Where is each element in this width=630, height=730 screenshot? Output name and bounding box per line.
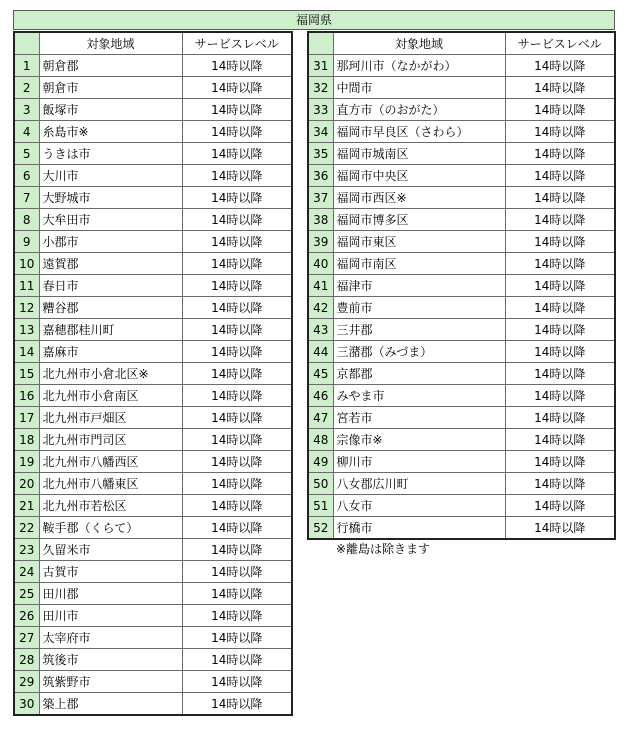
area-name: 北九州市門司区	[39, 429, 182, 451]
number-header	[308, 32, 333, 55]
area-name: 田川市	[39, 605, 182, 627]
table-row	[14, 693, 292, 716]
table-row	[14, 165, 292, 187]
table-row	[14, 99, 292, 121]
table-row	[308, 99, 615, 121]
area-name: 福岡市東区	[333, 231, 505, 253]
area-name: 行橋市	[333, 517, 505, 540]
table-row	[14, 605, 292, 627]
area-name: 久留米市	[39, 539, 182, 561]
table-row	[308, 275, 615, 297]
table-row	[308, 165, 615, 187]
area-name: うきは市	[39, 143, 182, 165]
row-number: 29	[14, 671, 39, 693]
row-number: 3	[14, 99, 39, 121]
service-level: 14時以降	[182, 143, 292, 165]
service-level: 14時以降	[182, 473, 292, 495]
area-name: 宮若市	[333, 407, 505, 429]
row-number: 8	[14, 209, 39, 231]
table-row	[14, 451, 292, 473]
row-number: 6	[14, 165, 39, 187]
table-row	[308, 495, 615, 517]
service-level: 14時以降	[505, 187, 615, 209]
row-number: 30	[14, 693, 39, 716]
service-level: 14時以降	[505, 143, 615, 165]
table-row	[14, 561, 292, 583]
area-name: 北九州市小倉南区	[39, 385, 182, 407]
row-number: 13	[14, 319, 39, 341]
area-name: 八女郡広川町	[333, 473, 505, 495]
table-row	[14, 77, 292, 99]
row-number: 16	[14, 385, 39, 407]
row-number: 47	[308, 407, 333, 429]
area-name: 福岡市南区	[333, 253, 505, 275]
table-row	[14, 627, 292, 649]
table-row	[308, 121, 615, 143]
service-level: 14時以降	[182, 209, 292, 231]
area-name: 直方市（のおがた）	[333, 99, 505, 121]
row-number: 33	[308, 99, 333, 121]
service-level: 14時以降	[182, 583, 292, 605]
service-level: 14時以降	[505, 275, 615, 297]
row-number: 43	[308, 319, 333, 341]
service-level: 14時以降	[182, 561, 292, 583]
number-header	[14, 32, 39, 55]
row-number: 31	[308, 55, 333, 77]
area-name: 八女市	[333, 495, 505, 517]
table-row	[308, 319, 615, 341]
row-number: 12	[14, 297, 39, 319]
prefecture-title: 福岡県	[13, 10, 615, 30]
area-name: 北九州市戸畑区	[39, 407, 182, 429]
area-name: 北九州市小倉北区※	[39, 363, 182, 385]
service-level: 14時以降	[505, 495, 615, 517]
area-name: 糸島市※	[39, 121, 182, 143]
row-number: 35	[308, 143, 333, 165]
row-number: 7	[14, 187, 39, 209]
service-level: 14時以降	[505, 341, 615, 363]
row-number: 50	[308, 473, 333, 495]
area-name: 北九州市八幡東区	[39, 473, 182, 495]
area-name: 小郡市	[39, 231, 182, 253]
table-row	[14, 187, 292, 209]
row-number: 52	[308, 517, 333, 540]
row-number: 21	[14, 495, 39, 517]
service-level: 14時以降	[182, 99, 292, 121]
service-level: 14時以降	[505, 121, 615, 143]
row-number: 20	[14, 473, 39, 495]
area-name: 朝倉郡	[39, 55, 182, 77]
area-name: 遠賀郡	[39, 253, 182, 275]
service-level: 14時以降	[505, 209, 615, 231]
table-row	[308, 297, 615, 319]
table-row	[14, 429, 292, 451]
area-table-left	[13, 31, 293, 716]
row-number: 44	[308, 341, 333, 363]
row-number: 36	[308, 165, 333, 187]
row-number: 5	[14, 143, 39, 165]
row-number: 39	[308, 231, 333, 253]
table-row	[14, 495, 292, 517]
area-name: 福津市	[333, 275, 505, 297]
level-header: サービスレベル	[505, 32, 615, 55]
row-number: 40	[308, 253, 333, 275]
table-row	[14, 275, 292, 297]
row-number: 34	[308, 121, 333, 143]
area-table-right	[307, 31, 616, 540]
table-row	[308, 55, 615, 77]
service-level: 14時以降	[182, 341, 292, 363]
area-name: 糟谷郡	[39, 297, 182, 319]
table-header-row	[14, 32, 292, 55]
row-number: 32	[308, 77, 333, 99]
row-number: 19	[14, 451, 39, 473]
row-number: 22	[14, 517, 39, 539]
table-row	[14, 297, 292, 319]
row-number: 2	[14, 77, 39, 99]
row-number: 9	[14, 231, 39, 253]
row-number: 49	[308, 451, 333, 473]
table-row	[14, 583, 292, 605]
service-level: 14時以降	[505, 429, 615, 451]
area-name: 宗像市※	[333, 429, 505, 451]
area-name: 嘉麻市	[39, 341, 182, 363]
table-row	[14, 121, 292, 143]
service-level: 14時以降	[182, 385, 292, 407]
service-level: 14時以降	[182, 605, 292, 627]
service-level: 14時以降	[505, 407, 615, 429]
row-number: 10	[14, 253, 39, 275]
row-number: 23	[14, 539, 39, 561]
service-level: 14時以降	[182, 407, 292, 429]
row-number: 51	[308, 495, 333, 517]
row-number: 37	[308, 187, 333, 209]
area-name: 三潴郡（みづま）	[333, 341, 505, 363]
area-header: 対象地域	[333, 32, 505, 55]
area-name: 北九州市若松区	[39, 495, 182, 517]
table-row	[14, 517, 292, 539]
area-name: 大牟田市	[39, 209, 182, 231]
row-number: 25	[14, 583, 39, 605]
row-number: 11	[14, 275, 39, 297]
table-row	[14, 55, 292, 77]
service-level: 14時以降	[505, 385, 615, 407]
table-row	[308, 363, 615, 385]
table-row	[14, 231, 292, 253]
row-number: 18	[14, 429, 39, 451]
service-level: 14時以降	[182, 55, 292, 77]
table-row	[308, 231, 615, 253]
service-level: 14時以降	[182, 275, 292, 297]
service-level: 14時以降	[182, 451, 292, 473]
area-name: 三井郡	[333, 319, 505, 341]
table-row	[14, 671, 292, 693]
table-row	[308, 407, 615, 429]
row-number: 24	[14, 561, 39, 583]
table-row	[14, 363, 292, 385]
table-row	[14, 253, 292, 275]
service-level: 14時以降	[182, 539, 292, 561]
service-level: 14時以降	[505, 297, 615, 319]
area-name: 京都郡	[333, 363, 505, 385]
service-level: 14時以降	[182, 121, 292, 143]
service-level: 14時以降	[505, 363, 615, 385]
area-name: 福岡市城南区	[333, 143, 505, 165]
service-level: 14時以降	[505, 99, 615, 121]
area-name: 鞍手郡（くらて）	[39, 517, 182, 539]
area-name: 柳川市	[333, 451, 505, 473]
row-number: 17	[14, 407, 39, 429]
table-row	[308, 451, 615, 473]
service-level: 14時以降	[505, 55, 615, 77]
table-row	[308, 209, 615, 231]
area-name: 福岡市西区※	[333, 187, 505, 209]
area-name: 福岡市早良区（さわら）	[333, 121, 505, 143]
service-level: 14時以降	[182, 627, 292, 649]
service-level: 14時以降	[182, 231, 292, 253]
area-name: 大川市	[39, 165, 182, 187]
row-number: 4	[14, 121, 39, 143]
row-number: 27	[14, 627, 39, 649]
area-name: 福岡市博多区	[333, 209, 505, 231]
row-number: 41	[308, 275, 333, 297]
row-number: 14	[14, 341, 39, 363]
table-row	[14, 385, 292, 407]
table-row	[308, 143, 615, 165]
service-level: 14時以降	[182, 319, 292, 341]
row-number: 42	[308, 297, 333, 319]
row-number: 28	[14, 649, 39, 671]
row-number: 38	[308, 209, 333, 231]
level-header: サービスレベル	[182, 32, 292, 55]
area-name: 朝倉市	[39, 77, 182, 99]
service-level: 14時以降	[182, 693, 292, 716]
service-level: 14時以降	[182, 517, 292, 539]
table-row	[308, 473, 615, 495]
area-name: みやま市	[333, 385, 505, 407]
row-number: 45	[308, 363, 333, 385]
service-level: 14時以降	[182, 671, 292, 693]
service-level: 14時以降	[505, 165, 615, 187]
service-level: 14時以降	[182, 429, 292, 451]
area-name: 飯塚市	[39, 99, 182, 121]
service-level: 14時以降	[505, 451, 615, 473]
service-level: 14時以降	[505, 473, 615, 495]
table-row	[14, 341, 292, 363]
table-row	[14, 209, 292, 231]
area-name: 築上郡	[39, 693, 182, 716]
table-row	[14, 649, 292, 671]
table-row	[308, 253, 615, 275]
area-name: 古賀市	[39, 561, 182, 583]
row-number: 46	[308, 385, 333, 407]
area-name: 春日市	[39, 275, 182, 297]
area-name: 北九州市八幡西区	[39, 451, 182, 473]
area-name: 田川郡	[39, 583, 182, 605]
table-row	[14, 143, 292, 165]
footnote: ※離島は除きます	[336, 542, 431, 556]
area-name: 福岡市中央区	[333, 165, 505, 187]
row-number: 26	[14, 605, 39, 627]
service-level: 14時以降	[182, 187, 292, 209]
service-level: 14時以降	[182, 77, 292, 99]
area-name: 那珂川市（なかがわ）	[333, 55, 505, 77]
row-number: 1	[14, 55, 39, 77]
table-row	[308, 429, 615, 451]
area-name: 太宰府市	[39, 627, 182, 649]
table-row	[308, 341, 615, 363]
service-level: 14時以降	[182, 363, 292, 385]
table-header-row	[308, 32, 615, 55]
service-level: 14時以降	[505, 253, 615, 275]
service-level: 14時以降	[505, 77, 615, 99]
service-level: 14時以降	[505, 231, 615, 253]
area-name: 大野城市	[39, 187, 182, 209]
service-level: 14時以降	[505, 517, 615, 540]
table-row	[14, 407, 292, 429]
service-level: 14時以降	[182, 165, 292, 187]
service-level: 14時以降	[182, 297, 292, 319]
table-row	[308, 517, 615, 540]
table-row	[14, 319, 292, 341]
area-name: 嘉穂郡桂川町	[39, 319, 182, 341]
area-name: 中間市	[333, 77, 505, 99]
service-level: 14時以降	[182, 253, 292, 275]
service-level: 14時以降	[182, 495, 292, 517]
area-name: 筑紫野市	[39, 671, 182, 693]
table-row	[308, 385, 615, 407]
service-level: 14時以降	[505, 319, 615, 341]
area-name: 豊前市	[333, 297, 505, 319]
table-row	[308, 77, 615, 99]
service-level: 14時以降	[182, 649, 292, 671]
row-number: 48	[308, 429, 333, 451]
area-header: 対象地域	[39, 32, 182, 55]
table-row	[14, 539, 292, 561]
area-name: 筑後市	[39, 649, 182, 671]
table-row	[14, 473, 292, 495]
row-number: 15	[14, 363, 39, 385]
table-row	[308, 187, 615, 209]
